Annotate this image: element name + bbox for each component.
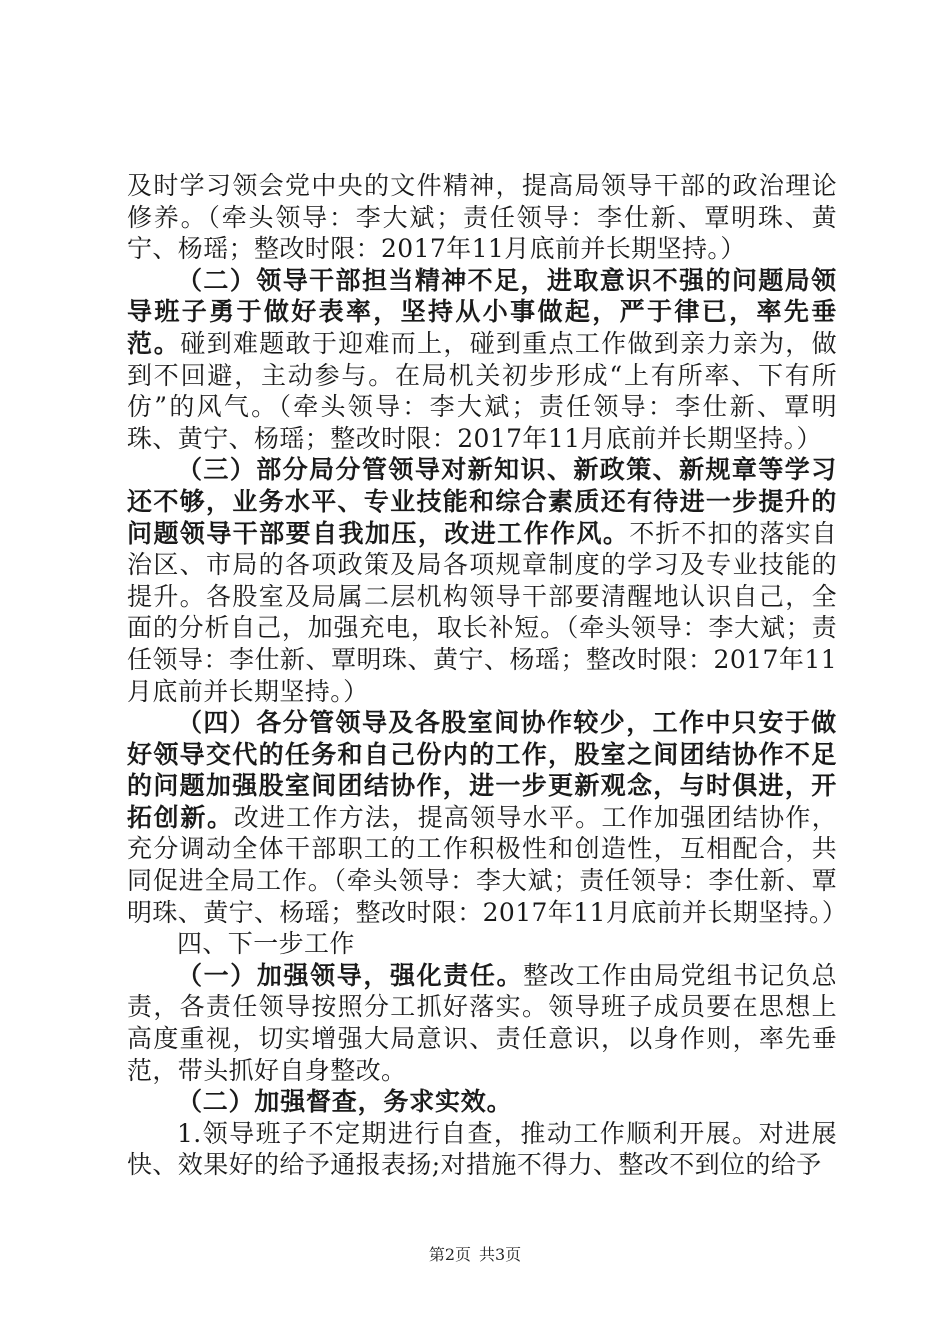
page-total: 共3页 xyxy=(479,1245,522,1264)
paragraph-text: 不折不扣的落实自治区、市局的各项政策及局各项规章制度的学习及专业技能的提升。各股室及局属二层机构领导干部要清醒地认识自己，全面的分析自己，加强充电，取长补短。（牵头领导：李大斌；责任领导：李仕新、覃明珠、黄宁、杨瑶；整改时限：2017年11月底前并长期坚持。） xyxy=(127,518,837,706)
paragraph-heading: （二）领导干部担当精神不足，进取意识不强的问题局领导班子勇于做好表率，坚持从小事做起，严于律已，率先垂范。 xyxy=(127,265,837,358)
paragraph xyxy=(127,960,837,1086)
document-body xyxy=(127,170,848,1181)
paragraph xyxy=(127,707,848,928)
paragraph-text: 四、下一步工作 xyxy=(177,929,355,959)
paragraph-heading: （二）加强督查，务求实效。 xyxy=(177,1087,513,1117)
paragraph-text: 改进工作方法，提高领导水平。工作加强团结协作，充分调动全体干部职工的工作积极性和创造性，互相配合，共同促进全局工作。（牵头领导：李大斌；责任领导：李仕新、覃明珠、黄宁、杨瑶；整改时限：2017年11月底前并长期坚持。） xyxy=(127,802,848,927)
paragraph xyxy=(127,1118,837,1181)
paragraph-text: 1.领导班子不定期进行自查，推动工作顺利开展。对进展快、效果好的给予通报表扬;对措施不得力、整改不到位的给予 xyxy=(127,1118,837,1180)
paragraph-heading: （一）加强领导，强化责任。 xyxy=(177,960,524,990)
paragraph-heading: （四）各分管领导及各股室间协作较少，工作中只安于做好领导交代的任务和自己份内的工作，股室之间团结协作不足的问题加强股室间团结协作，进一步更新观念，与时俱进，开拓创新。 xyxy=(127,708,837,832)
page-footer xyxy=(0,1242,950,1265)
paragraph xyxy=(127,928,837,960)
paragraph-heading: （三）部分局分管领导对新知识、新政策、新规章等学习还不够，业务水平、专业技能和综合素质还有待进一步提升的问题领导干部要自我加压，改进工作作风。 xyxy=(127,455,837,548)
paragraph xyxy=(127,265,837,455)
paragraph-text: 碰到难题敢于迎难而上，碰到重点工作做到亲力亲为，做到不回避，主动参与。在局机关初步形成“上有所率、下有所仿”的风气。（牵头领导：李大斌；责任领导：李仕新、覃明珠、黄宁、杨瑶；整改时限：2017年11月底前并长期坚持。） xyxy=(127,328,837,453)
paragraph xyxy=(127,170,837,265)
paragraph-text: 及时学习领会党中央的文件精神，提高局领导干部的政治理论修养。（牵头领导：李大斌；责任领导：李仕新、覃明珠、黄宁、杨瑶；整改时限：2017年11月底前并长期坚持。） xyxy=(127,171,837,264)
page-number: 第2页 xyxy=(428,1245,471,1264)
paragraph xyxy=(127,1086,837,1118)
paragraph-text: 整改工作由局党组书记负总责，各责任领导按照分工抓好落实。领导班子成员要在思想上高度重视，切实增强大局意识、责任意识，以身作则，率先垂范，带头抓好自身整改。 xyxy=(127,960,837,1085)
paragraph xyxy=(127,454,837,707)
